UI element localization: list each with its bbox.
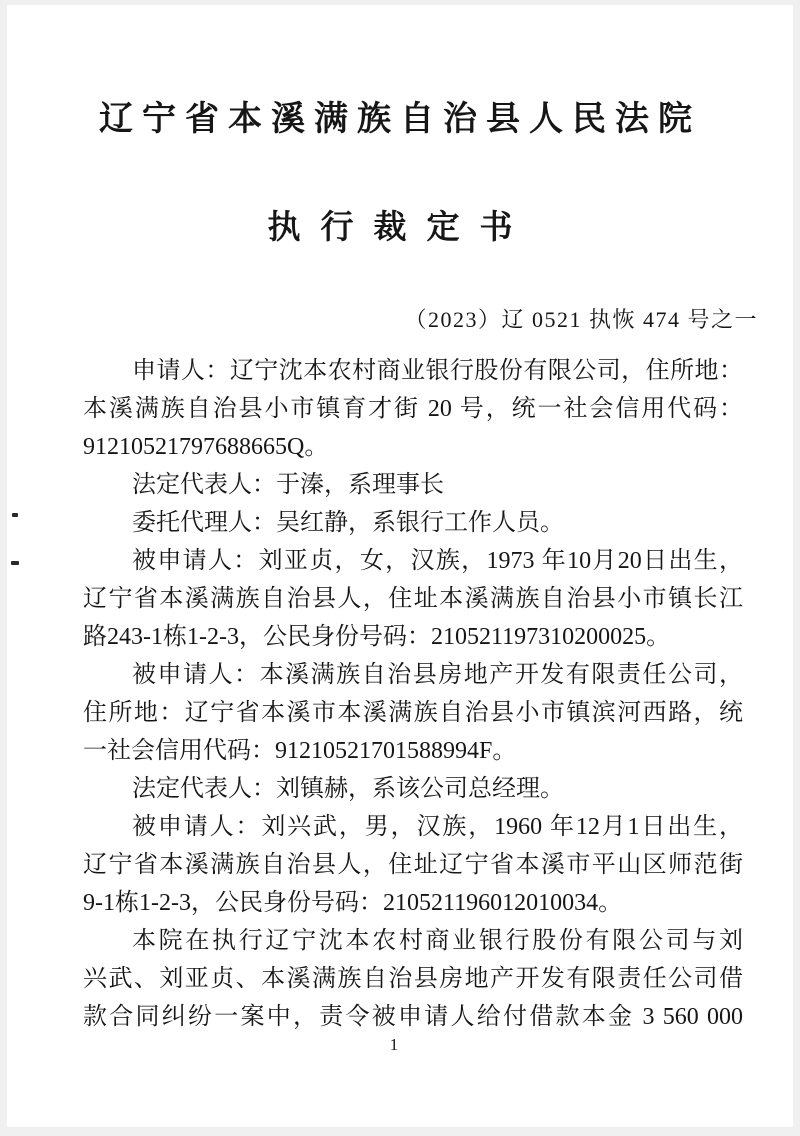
body-line: 申请人：辽宁沈本农村商业银行股份有限公司，住所地： <box>132 358 743 384</box>
scan-speck <box>12 513 18 517</box>
body-line: 辽宁省本溪满族自治县人，住址本溪满族自治县小市镇长江 <box>83 586 743 612</box>
document-page <box>7 5 793 1127</box>
body-line: 本院在执行辽宁沈本农村商业银行股份有限公司与刘 <box>132 928 743 954</box>
body-line: 法定代表人：刘镇赫，系该公司总经理。 <box>132 776 564 802</box>
court-name-heading: 辽宁省本溪满族自治县人民法院 <box>99 101 701 138</box>
body-line: 法定代表人：于溱，系理事长 <box>132 472 444 498</box>
body-line: 本溪满族自治县小市镇育才街 20 号，统一社会信用代码： <box>83 396 743 422</box>
body-line: 被申请人：本溪满族自治县房地产开发有限责任公司， <box>132 662 743 688</box>
body-line: 住所地：辽宁省本溪市本溪满族自治县小市镇滨河西路，统 <box>83 700 743 726</box>
body-line: 路243-1栋1-2-3，公民身份号码：210521197310200025。 <box>83 624 671 650</box>
scan-speck <box>11 561 19 565</box>
body-line: 一社会信用代码：91210521701588994F。 <box>83 738 517 764</box>
document-body <box>83 352 743 1036</box>
page-number: 1 <box>389 1035 399 1054</box>
document-title: 执行裁定书 <box>267 210 533 246</box>
body-line: 被申请人：刘亚贞，女，汉族，1973 年10月20日出生， <box>132 548 743 574</box>
body-line: 兴武、刘亚贞、本溪满族自治县房地产开发有限责任公司借 <box>83 966 743 992</box>
body-line: 辽宁省本溪满族自治县人，住址辽宁省本溪市平山区师范街 <box>83 852 743 878</box>
case-number: （2023）辽 0521 执恢 474 号之一 <box>404 307 758 332</box>
body-line: 款合同纠纷一案中，责令被申请人给付借款本金 3 560 000 <box>83 1004 743 1030</box>
body-line: 委托代理人：吴红静，系银行工作人员。 <box>132 510 564 536</box>
body-line: 被申请人：刘兴武，男，汉族，1960 年12月1日出生， <box>132 814 743 840</box>
body-line: 9-1栋1-2-3，公民身份号码：210521196012010034。 <box>83 890 623 916</box>
body-line: 91210521797688665Q。 <box>83 434 329 460</box>
